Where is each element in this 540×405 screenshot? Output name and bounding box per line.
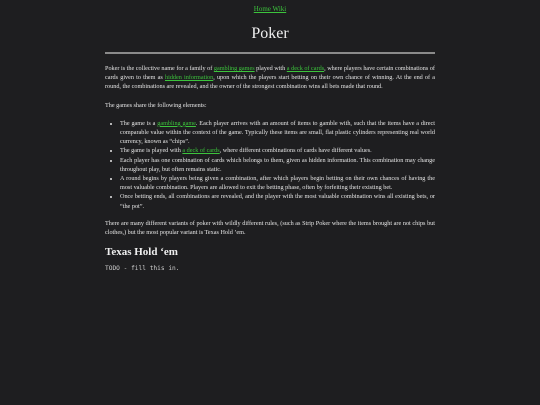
deck-of-cards-link-2[interactable]: a deck of cards bbox=[182, 147, 220, 155]
list-item: • Once betting ends, all combinations are revealed, and the player with the most valuable combination wins all existing bets, or “the pot”. bbox=[120, 192, 435, 210]
bullet-1-text-1: The game is a bbox=[120, 119, 158, 127]
list-item bbox=[120, 119, 435, 147]
variants-paragraph: There are many different variants of poker with wildly different rules, (such as Strip Poker where the items brought are not chips but clothes,) but the most popular variant is Texas Hold ’em. bbox=[105, 219, 435, 237]
home-wiki-link[interactable]: Home Wiki bbox=[253, 5, 287, 13]
page-title: Poker bbox=[251, 25, 289, 42]
intro-text-3: , where players have certain combinations of cards given to them as bbox=[105, 65, 435, 82]
elements-list bbox=[105, 119, 435, 211]
intro-text-2: played with bbox=[254, 65, 287, 72]
title-divider bbox=[105, 52, 435, 54]
hidden-information-link[interactable]: hidden information bbox=[165, 74, 214, 82]
list-item bbox=[120, 146, 435, 155]
bullet-1-text-2: . Each player arrives with an amount of items to gamble with, such that the items have a direct comparable value within the context of the game. Typically these items are small, flat plastic cylinders representing real world currency, known as “chips”. bbox=[120, 119, 435, 146]
intro-paragraph bbox=[105, 64, 435, 92]
section-heading: Texas Hold ‘em bbox=[105, 246, 178, 259]
gambling-games-link[interactable]: gambling games bbox=[213, 65, 255, 72]
todo-note: TODO - fill this in. bbox=[105, 265, 180, 273]
intro-text-1: Poker is the collective name for a family of bbox=[105, 65, 214, 72]
list-item: • Each player has one combination of cards which belongs to them, given as hidden information. This combination may change throughout play, but often remains static. bbox=[120, 156, 435, 174]
elements-intro: The games share the following elements: bbox=[105, 101, 207, 109]
deck-of-cards-link[interactable]: a deck of cards bbox=[286, 65, 325, 72]
gambling-game-link[interactable]: gambling game bbox=[157, 119, 196, 127]
article bbox=[105, 0, 435, 272]
list-item: • A round begins by players being given a combination, after which players begin betting on their own chances of having the most valuable combination. Players are allowed to exit the betting phase, often by forfeiting their existing bet. bbox=[120, 174, 435, 192]
bullet-2-text-2: , where different combinations of cards have different values. bbox=[219, 147, 372, 155]
intro-text-4: , upon which the players start betting on their own chance of winning. At the end of a round, the combinations are revealed, and the owner of the strongest combination wins all bets made that round. bbox=[105, 74, 436, 91]
top-nav bbox=[105, 5, 435, 14]
bullet-2-text-1: The game is played with bbox=[120, 147, 183, 155]
